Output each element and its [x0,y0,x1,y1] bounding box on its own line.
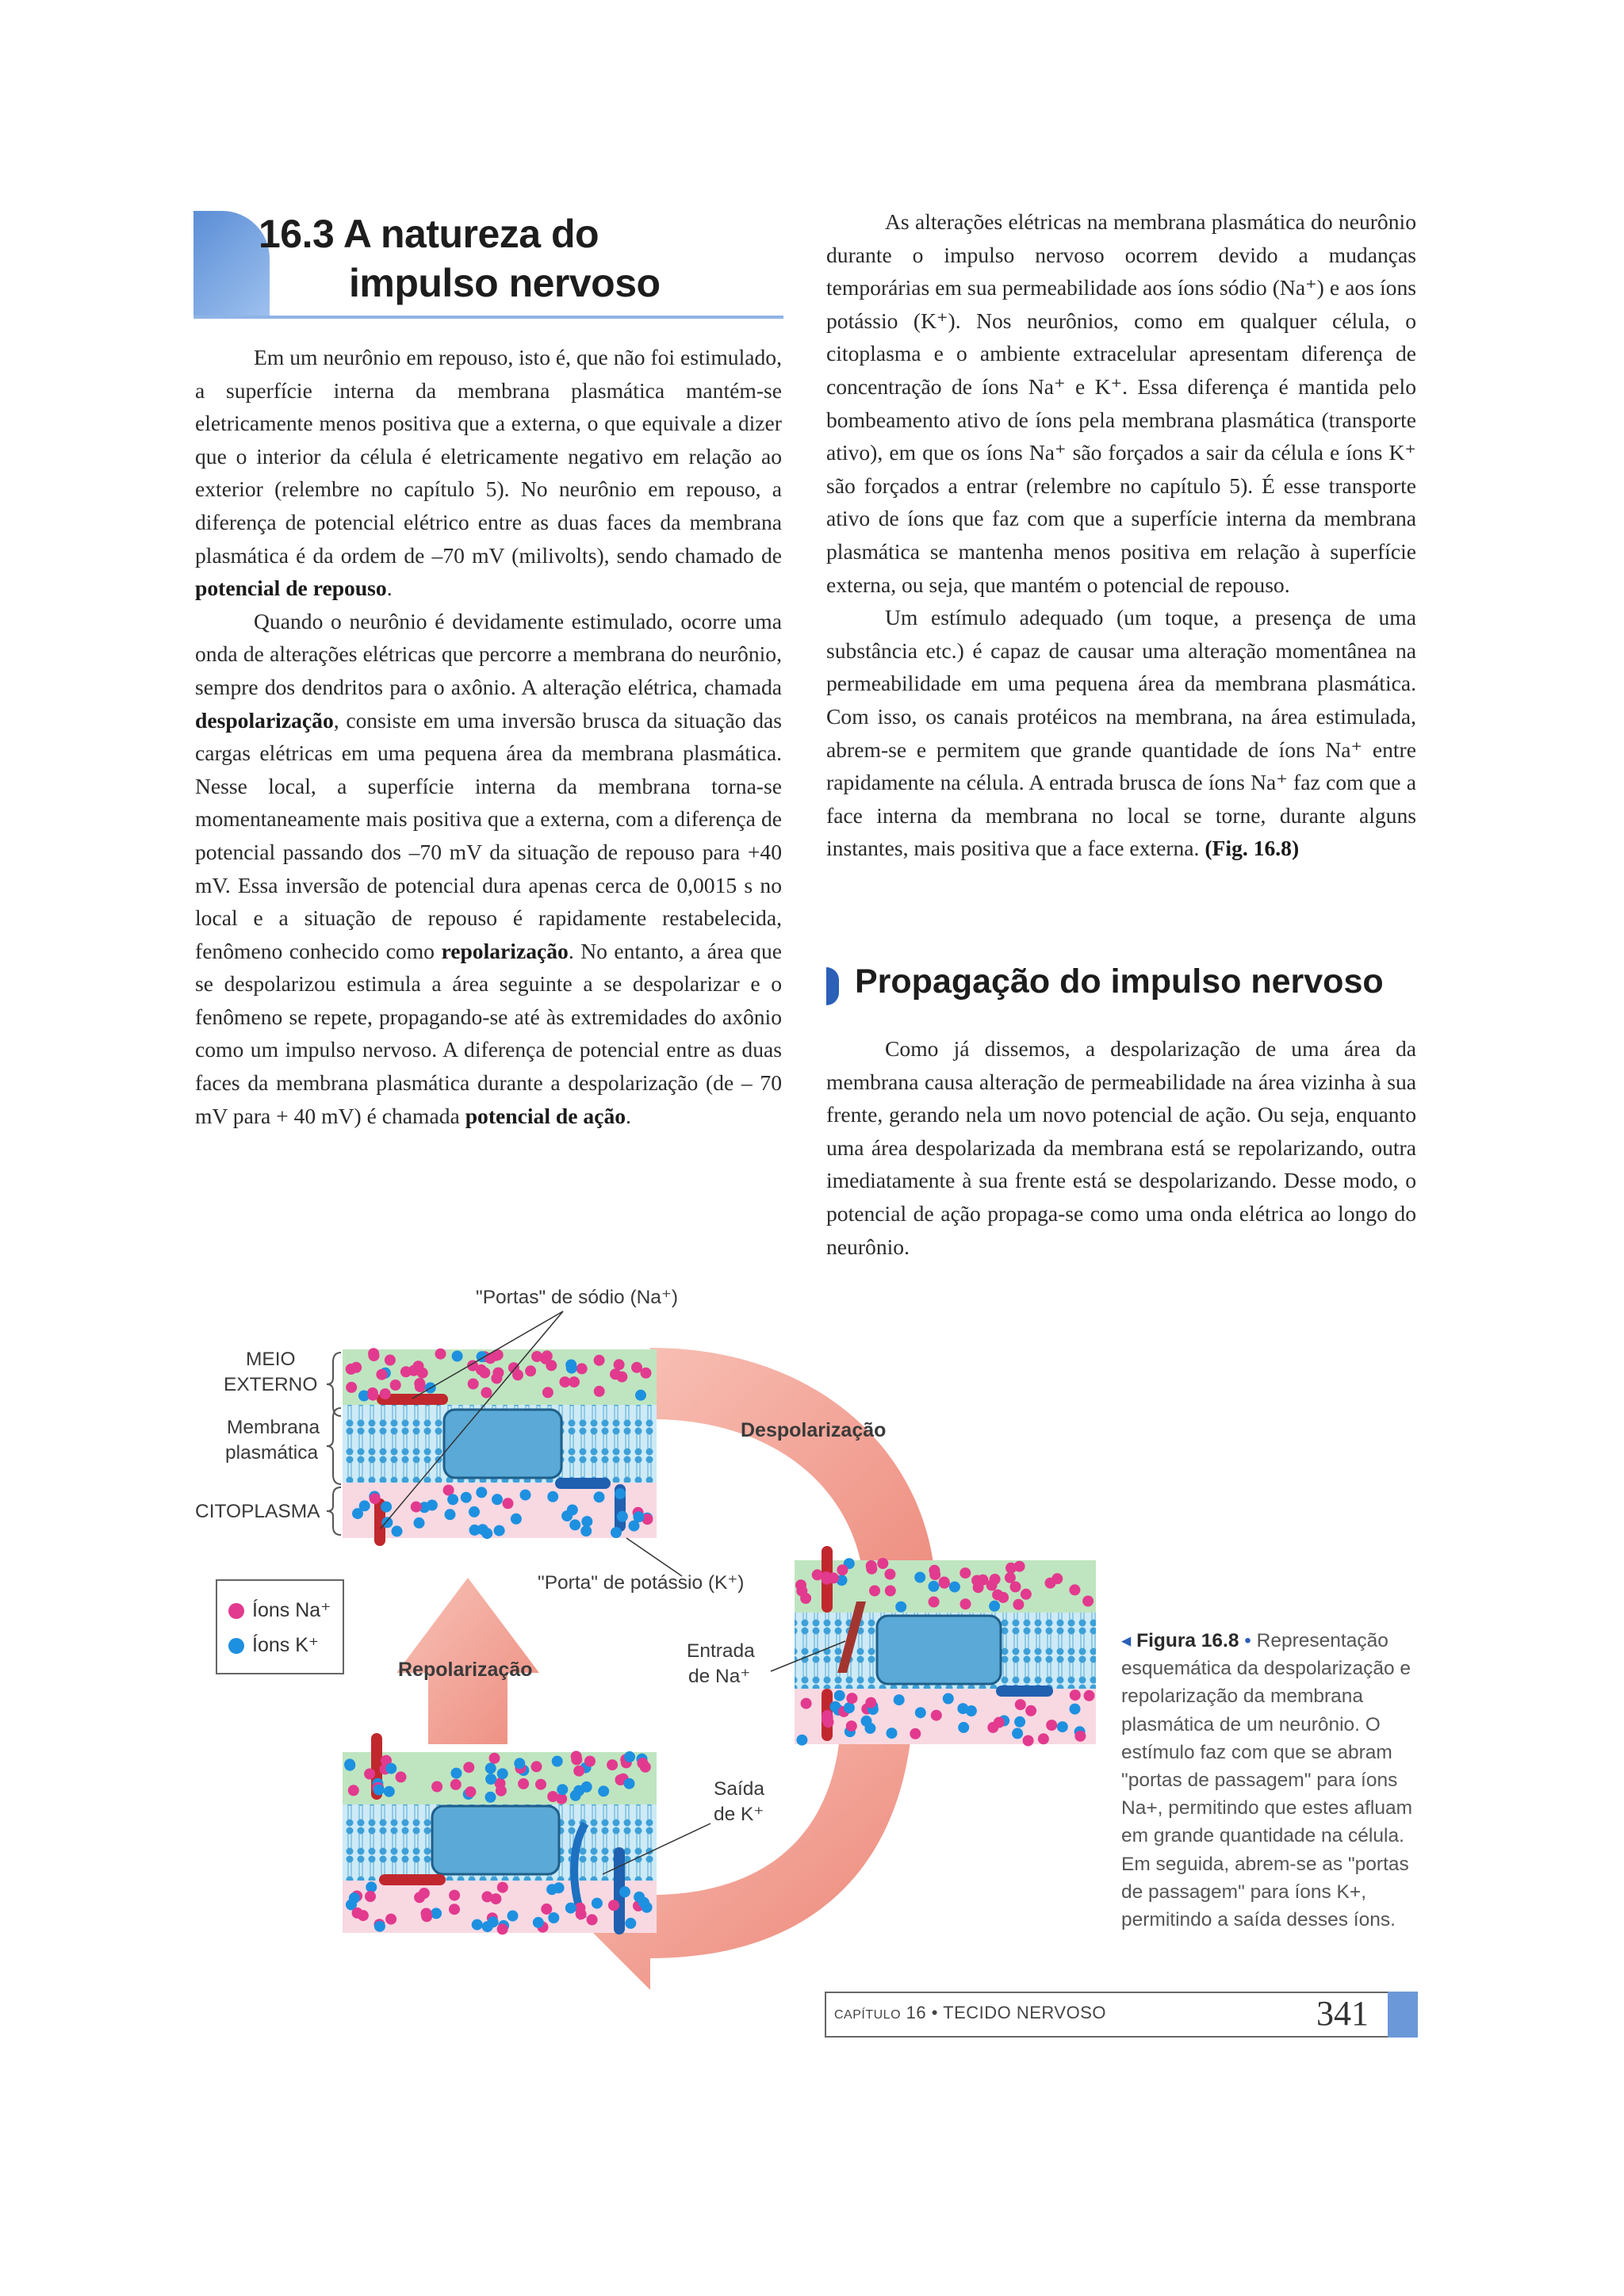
ion-dot [451,1768,462,1779]
text: Quando o neurônio é devidamente estimulado, ocorre uma onda de alterações elétricas que percorre a membrana do neurônio, sempre dos dendritos para o axônio. A alteração elétrica, chamada [195,608,782,699]
ion-dot [559,1376,570,1387]
ion-dot [633,1511,644,1522]
ion-dot [552,1756,563,1767]
ion-dot [861,1716,872,1727]
text: . No entanto, a área que se despolarizou estimula a área seguinte a se despolarizar e o fenômeno se repete, propagando-se até às extremidades do axônio como um impulso nervoso. A diferença de potencial entre as duas faces da membrana plasmática durante a despolarização (de – 70 mV para + 40 mV) é chamada [195,938,782,1128]
ion-dot [1084,1690,1095,1701]
ion-dot [348,1785,359,1796]
ion-dot [884,1569,895,1580]
ion-dot [1012,1728,1023,1739]
section-title-line2: impulso nervoso [349,261,661,305]
ion-dot [1013,1599,1024,1610]
ion-dot [607,1759,618,1770]
legend-item-na [228,1598,331,1622]
ion-dot [949,1582,960,1593]
ion-dot [445,1509,456,1520]
ion-dot [1070,1689,1081,1701]
legend-label-na: Íons Na⁺ [252,1599,331,1621]
label-potassium-gate: "Porta" de potássio (K⁺) [538,1572,745,1594]
ion-dot [844,1702,855,1713]
ion-dot [447,1494,458,1505]
ion-dot [385,1914,396,1925]
ion-dot [638,1897,649,1908]
caption-bullet: • [1239,1630,1257,1651]
ion-dot [823,1716,834,1728]
ion-dot [469,1525,481,1536]
caption-text: Representação esquemática da despolarização e repolarização da membrana plasmática de um neurônio. O estímulo faz com que se abram "portas de passagem" para íons Na+, permitindo que estes afluam em grande quantidade na célula. Em seguida, abrem-se as "portas de passagem" para íons K+, permitindo a saída desses íons. [1121,1630,1413,1931]
ion-dot [1069,1584,1080,1595]
ion-dot [496,1785,507,1797]
ion-dot [381,1517,393,1528]
ion-dot [414,1517,425,1529]
text: . [386,576,393,601]
ion-dot [1025,1705,1036,1716]
ion-dot [542,1387,553,1398]
ion-dot [619,1886,630,1897]
ion-dot [346,1364,357,1375]
ion-dot [1082,1596,1094,1607]
ion-dot [520,1490,531,1501]
ion-dot [1015,1699,1026,1710]
ion-dot [1046,1720,1057,1731]
ion-dot [614,1359,625,1370]
ion-dot [468,1379,479,1390]
ion-dot [365,1891,376,1902]
ion-dot [885,1586,896,1597]
term-depolarization: despolarização [195,707,334,733]
ion-dot [801,1698,812,1709]
ion-dot [1057,1721,1068,1732]
ion-dot [373,1785,385,1796]
ion-dot [580,1525,592,1536]
ion-dot [978,1575,989,1586]
ion-dot [866,1563,877,1575]
ion-dot [461,1492,472,1503]
bracket-membrane [327,1408,341,1484]
ion-dot [929,1597,940,1608]
ion-dot [485,1762,496,1774]
ion-dot [569,1519,580,1530]
ion-dot [573,1785,584,1797]
ion-dot [943,1693,954,1705]
k-ion-swatch [228,1638,244,1654]
label-external-1: MEIO [246,1349,296,1370]
ion-dot [481,1387,492,1399]
ion-dot [431,1781,442,1793]
ion-dot [352,1508,363,1519]
figure-reference[interactable]: (Fig. 16.8) [1205,836,1300,861]
text: Em um neurônio em repouso, isto é, que não foi estimulado, a superfície interna da membrana plasmática mantém-se eletricamente menos positiva que a externa, o que equivale a dizer que o interior da célula é eletricamente negativo em relação ao exterior (relembre no capítulo 5). No neurônio em repouso, a diferença de potencial elétrico entre as duas faces da membrana plasmática é da ordem de –70 mV (milivolts), sendo chamado de [195,345,782,568]
ion-dot [411,1502,422,1513]
ion-dot [846,1720,857,1732]
ion-dot [800,1593,811,1604]
ion-dot [449,1904,460,1915]
ion-dot [576,1363,588,1374]
ion-dot [635,1390,646,1401]
ion-dot [616,1372,627,1383]
label-na-entry-1: Entrada [687,1640,755,1662]
ion-dot [894,1694,905,1705]
ion-dot [476,1487,487,1498]
ion-dot [465,1786,476,1797]
na-ion-swatch [228,1603,244,1619]
ion-dot [367,1390,378,1401]
label-na-entry-2: de Na⁺ [688,1666,751,1687]
ion-dot [584,1756,596,1767]
ion-dot [929,1581,940,1592]
ion-dot [548,1912,559,1923]
ion-dot [541,1904,552,1915]
ion-dot [427,1500,438,1511]
ion-dot [535,1779,546,1790]
ion-dot [380,1388,391,1399]
bracket-external [327,1353,341,1416]
ion-dot [525,1365,536,1376]
footer-chapter-word: CAPÍTULO [834,2008,902,2022]
ion-dot [1023,1735,1034,1747]
ion-dot [865,1697,876,1709]
page-number: 341 [1316,1994,1369,2033]
ion-dot [998,1592,1009,1603]
label-sodium-gates: "Portas" de sódio (Na⁺) [476,1287,679,1308]
ion-dot [994,1717,1005,1728]
ion-dot [594,1386,605,1397]
ion-dot [565,1903,576,1914]
bracket-cytoplasm [327,1487,341,1535]
ion-dot [990,1574,1001,1585]
ion-dot [576,1908,587,1919]
ion-dot [533,1917,544,1928]
footer-chapter [834,2003,1106,2023]
ion-dot [547,1491,558,1502]
ion-dot [1014,1561,1025,1572]
footer-chapter-title: 16 • TECIDO NERVOSO [906,2003,1106,2022]
ion-dot [895,1601,906,1613]
ion-dot [1005,1572,1016,1583]
ion-dot [834,1690,845,1701]
ion-dot [346,1382,357,1393]
ion-dot [364,1769,375,1780]
footer-color-bar [1388,1992,1418,2038]
ion-dot [392,1525,403,1536]
ion-dot [846,1693,857,1704]
ion-dot [573,1766,584,1777]
ion-dot [960,1598,971,1609]
ion-dot [421,1911,432,1922]
ion-dot [503,1498,514,1509]
ion-dot [485,1792,496,1803]
label-k-exit-1: Saída [714,1778,765,1800]
ion-dot [431,1908,442,1919]
ion-dot [631,1362,642,1373]
text: Um estímulo adequado (um toque, a presença de uma substância etc.) é capaz de causar uma alteração momentânea na permeabilidade em uma pequena área da membrana plasmática. Com isso, os canais protéicos na membrana, na área estimulada, abrem-se e permitem que grande quantidade de íons Na⁺ entre rapidamente na célula. A entrada brusca de íons Na⁺ faz com que a face interna da membrana no local se torne, durante alguns instantes, mais positiva que a face externa. [826,605,1416,861]
ion-dot [959,1567,971,1578]
ion-dot [581,1516,592,1527]
ion-dot [482,1921,493,1932]
term-resting-potential: potencial de repouso [195,576,387,601]
ion-dot [1051,1573,1063,1584]
ion-dot [370,1493,381,1504]
ion-dot [914,1572,925,1583]
label-cytoplasm: CITOPLASMA [195,1501,320,1522]
figure-caption [1121,1627,1423,1934]
ion-dot [587,1914,598,1925]
ion-dot [796,1735,807,1746]
legend-label-k: Íons K⁺ [252,1634,320,1656]
ion-dot [489,1753,500,1764]
ion-dot [492,1368,504,1379]
ion-dot [508,1362,519,1373]
ion-dot [566,1363,577,1374]
ion-dot [877,1558,888,1569]
ion-dot [390,1380,401,1391]
leader-potassium-gate [626,1538,682,1576]
ion-dot [511,1513,522,1525]
ion-dot [485,1774,496,1785]
ion-dot [887,1728,898,1739]
ion-dot [624,1778,635,1789]
ion-dot [492,1494,503,1505]
text: . [626,1103,631,1128]
subsection-title: Propagação do impulso nervoso [855,962,1384,1001]
paragraph-ion-permeability: As alterações elétricas na membrana plasmática do neurônio durante o impulso nervoso ocorrem devido a mudanças temporárias em sua permeabilidade aos íons sódio (Na⁺) e aos íons potássio (K⁺). Nos neurônios, como em qualquer célula, o citoplasma e o ambiente extracelular apresentam diferença de concentração de íons Na⁺ e K⁺. Essa diferença é mantida pelo bombeamento ativo de íons pela membrana plasmática (transporte ativo), em que os íons Na⁺ são forçados a sair da célula e íons K⁺ são forçados a entrar (relembre no capítulo 5). É esse transporte ativo de íons que faz com que a superfície interna da membrana plasmática se mantenha menos positiva em relação à superfície externa, ou seja, que mantém o potencial de repouso. [826,209,1416,597]
ion-dot [344,1760,355,1771]
ion-dot [452,1351,463,1362]
ion-dot [869,1586,880,1597]
ion-dot [594,1491,605,1502]
ion-dot [396,1771,407,1782]
label-repolarization: Repolarização [398,1659,533,1681]
label-membrane-1: Membrana [227,1417,320,1438]
ion-dot [497,1768,508,1779]
ion-dot [598,1785,609,1797]
ion-dot [481,1891,492,1902]
ion-dot [594,1355,605,1366]
ion-dot [915,1707,926,1718]
ion-dot [531,1351,542,1362]
ion-dot [958,1722,969,1733]
ion-dot [625,1918,636,1929]
ion-dot [1038,1733,1049,1744]
label-k-exit-2: de K⁺ [714,1804,764,1825]
ion-dot [837,1564,848,1575]
ion-dot [553,1882,565,1893]
text: , consiste em uma inversão brusca da situação das cargas elétricas em uma pequena área da membrana plasmática. Nesse local, a superfície interna da membrana torna-se momentaneamente mais positiva que a externa, com a diferença de potencial passando dos –70 mV da situação de repouso para +40 mV. Essa inversão de potencial dura apenas cerca de 0,0015 s no local e a situação de repouso é rapidamente restabelecida, fenômeno conhecido como [195,707,782,963]
ion-dot [531,1761,542,1772]
ion-dot [1074,1731,1086,1742]
ion-dot [358,1910,369,1921]
ion-dot [491,1350,502,1361]
ion-dot [476,1364,487,1376]
ion-dot [608,1900,619,1911]
ion-dot [557,1784,568,1795]
ion-dot [547,1791,558,1802]
ion-dot [929,1569,940,1580]
ion-dot [1070,1704,1081,1715]
ion-dot [611,1527,622,1538]
ion-dot [369,1350,380,1361]
ion-dot [349,1892,360,1904]
term-action-potential: potencial de ação [465,1103,626,1128]
ion-dot [450,1779,462,1790]
ion-dot [381,1502,392,1513]
legend-item-k [228,1633,319,1657]
ion-dot [617,1511,628,1522]
ion-dot [374,1921,385,1932]
ion-dot [384,1786,395,1797]
caption-arrow-icon: ◂ [1121,1630,1137,1651]
ion-dot [385,1763,396,1774]
ion-dot [514,1758,525,1769]
ion-dot [415,1381,426,1392]
ion-dot [518,1778,529,1789]
ion-dot [989,1601,1000,1612]
figure-legend [216,1579,344,1674]
ion-dot [828,1572,839,1583]
ion-dot [376,1369,387,1380]
ion-dot [1014,1716,1025,1728]
ion-dot [463,1762,474,1773]
ion-dot [939,1578,950,1589]
label-depolarization: Despolarização [741,1419,887,1441]
ion-dot [561,1510,573,1521]
ion-dot [494,1525,505,1536]
ion-dot [385,1355,396,1366]
ion-dot [419,1888,430,1899]
paragraph-propagation: Como já dissemos, a despolarização de uma área da membrana causa alteração de permeabilidade na área vizinha à sua frente, gerando nela um novo potencial de ação. Ou seja, enquanto uma área despolarizada da membrana está se repolarizando, outra imediatamente à sua frente está se despolarizando. Desse modo, o potencial de ação propaga-se como uma onda elétrica ao longo do neurônio. [826,1036,1416,1259]
ion-dot [1021,1589,1032,1600]
caption-figure-label: Figura 16.8 [1136,1630,1239,1651]
label-membrane-2: plasmática [225,1442,319,1464]
ion-dot [508,1911,519,1922]
ion-dot [435,1349,446,1360]
ion-dot [615,1488,626,1499]
ion-dot [469,1506,480,1517]
term-repolarization: repolarização [441,938,569,963]
section-title-line1: 16.3 A natureza do [259,212,599,256]
ion-dot [931,1710,942,1721]
ion-dot [472,1919,483,1931]
label-external-2: EXTERNO [224,1374,318,1395]
page-footer [825,1992,1418,2036]
ion-dot [449,1890,460,1901]
ion-dot [497,1882,508,1893]
ion-dot [571,1754,582,1765]
ion-dot [910,1728,921,1739]
ion-dot [413,1360,424,1372]
ion-dot [957,1703,968,1714]
ion-dot [637,1758,648,1769]
ion-dot [497,1923,508,1934]
ion-dot [592,1898,603,1909]
ion-dot [624,1751,635,1762]
